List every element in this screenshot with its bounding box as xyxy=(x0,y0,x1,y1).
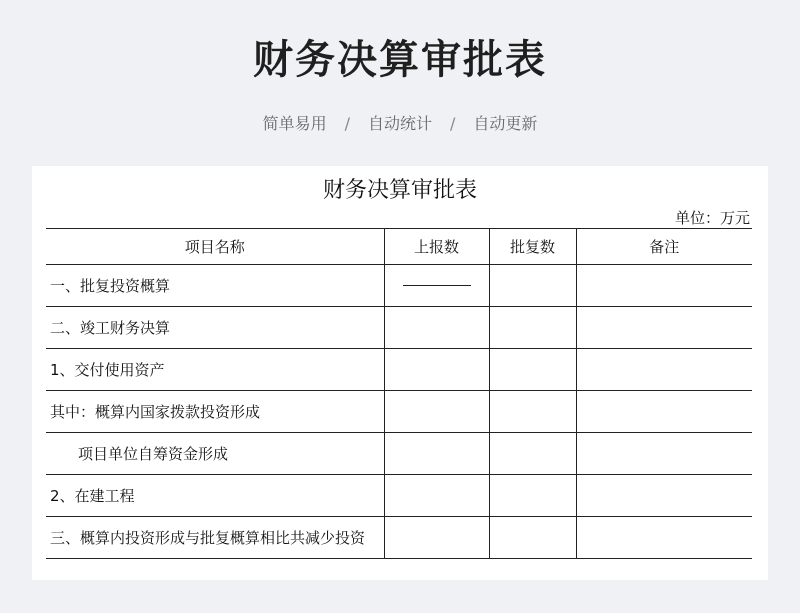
approved-cell[interactable] xyxy=(489,475,576,517)
row-name-cell[interactable]: 1、交付使用资产 xyxy=(46,349,384,391)
note-cell[interactable] xyxy=(576,475,752,517)
unit-label: 单位：万元 xyxy=(674,209,750,227)
approved-cell[interactable] xyxy=(489,517,576,559)
blank-line xyxy=(403,285,471,286)
table-row xyxy=(46,433,752,475)
note-cell[interactable] xyxy=(576,307,752,349)
approval-table xyxy=(46,228,752,559)
note-cell[interactable] xyxy=(576,391,752,433)
note-cell[interactable] xyxy=(576,433,752,475)
row-name-cell[interactable]: 项目单位自筹资金形成 xyxy=(46,433,384,475)
reported-cell[interactable] xyxy=(384,307,489,349)
subtitle-separator: / xyxy=(450,114,456,133)
page-title: 财务决算审批表 xyxy=(253,37,547,83)
table-row xyxy=(46,475,752,517)
subtitle-item-easy: 简单易用 xyxy=(262,114,327,133)
note-cell[interactable] xyxy=(576,517,752,559)
column-header-approved: 批复数 xyxy=(489,229,576,265)
note-cell[interactable] xyxy=(576,265,752,307)
row-name-cell[interactable]: 2、在建工程 xyxy=(46,475,384,517)
reported-cell[interactable] xyxy=(384,433,489,475)
column-header-reported: 上报数 xyxy=(384,229,489,265)
reported-cell[interactable] xyxy=(384,475,489,517)
form-title: 财务决算审批表 xyxy=(322,178,477,203)
approved-cell[interactable] xyxy=(489,265,576,307)
subtitle-item-auto-update: 自动更新 xyxy=(473,114,538,133)
table-header-row xyxy=(46,229,752,265)
table-row xyxy=(46,391,752,433)
row-name-cell[interactable]: 二、竣工财务决算 xyxy=(46,307,384,349)
approved-cell[interactable] xyxy=(489,349,576,391)
subtitle xyxy=(0,112,800,136)
approved-cell[interactable] xyxy=(489,307,576,349)
approved-cell[interactable] xyxy=(489,433,576,475)
reported-cell[interactable] xyxy=(384,517,489,559)
table-row xyxy=(46,307,752,349)
table-row xyxy=(46,517,752,559)
approved-cell[interactable] xyxy=(489,391,576,433)
note-cell[interactable] xyxy=(576,349,752,391)
row-name-cell[interactable]: 其中：概算内国家拨款投资形成 xyxy=(46,391,384,433)
table-row xyxy=(46,265,752,307)
reported-cell[interactable] xyxy=(384,265,489,307)
column-header-item-name: 项目名称 xyxy=(46,229,384,265)
subtitle-item-auto-stat: 自动统计 xyxy=(367,114,432,133)
row-name-cell[interactable]: 三、概算内投资形成与批复概算相比共减少投资 xyxy=(46,517,384,559)
column-header-note: 备注 xyxy=(576,229,752,265)
table-row xyxy=(46,349,752,391)
form-sheet xyxy=(32,166,768,580)
row-name-cell[interactable]: 一、批复投资概算 xyxy=(46,265,384,307)
reported-cell[interactable] xyxy=(384,349,489,391)
reported-cell[interactable] xyxy=(384,391,489,433)
subtitle-separator: / xyxy=(344,114,350,133)
